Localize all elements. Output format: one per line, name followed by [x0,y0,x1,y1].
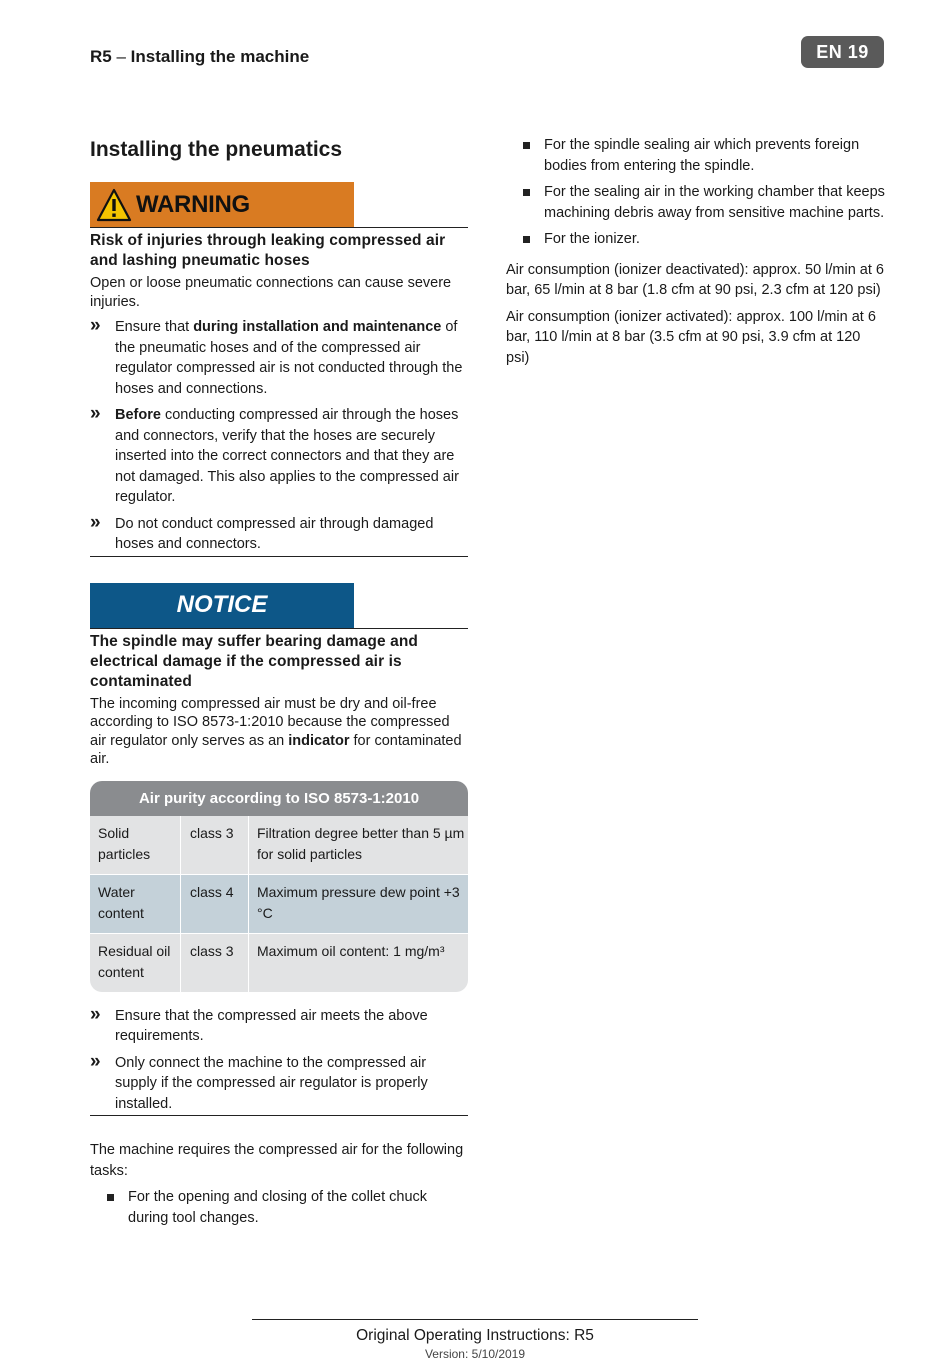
table-row [90,933,468,992]
instruction-text: of the pneumatic hoses and of the compressed air regulator compressed air is not conducted through the hoses and connections. [115,319,463,397]
table-cell-class: class 4 [180,875,248,933]
task-text: For the spindle sealing air which prevents foreign bodies from entering the spindle. [544,137,860,174]
warning-bottom-rule [90,556,468,557]
instruction-emphasis: Before [115,407,161,423]
warning-hazard-title: Risk of injuries through leaking compressed air and lashing pneumatic hoses [90,232,446,269]
task-list-item [506,135,886,176]
table-cell-parameter: Solid particles [98,824,151,862]
double-chevron-right-icon: » [90,315,101,336]
notice-banner [90,583,354,628]
double-chevron-right-icon: » [90,511,101,533]
warning-top-rule [90,227,468,228]
notice-box [90,583,468,1117]
instruction-text: Do not conduct compressed air through damaged hoses and connectors. [115,515,434,552]
warning-hazard-text: Open or loose pneumatic connections can cause severe injuries. [90,275,452,310]
footer-version: Version: 5/10/2019 [424,1347,526,1361]
task-list-item [506,229,886,250]
warning-label: WARNING [136,190,250,218]
notice-hazard-title: The spindle may suffer bearing damage and electrical damage if the compressed air is contaminated [90,632,418,690]
table-header: Air purity according to ISO 8573-1:2010 [90,781,468,816]
running-head-separator: – [116,47,126,66]
left-column [90,138,468,1234]
notice-instruction [90,1003,468,1047]
right-column [506,135,886,374]
table-row [90,874,468,933]
table-cell-requirement: Maximum oil content: 1 mg/m³ [248,934,468,992]
warning-box [90,182,468,557]
square-bullet-icon [506,135,544,176]
double-chevron-right-icon: » [90,403,101,424]
task-list-item [506,182,886,223]
table-cell-parameter: Residual oil content [98,942,171,980]
table-cell-class: class 3 [180,816,248,874]
instruction-text: Ensure that [115,319,194,335]
table-cell-class: class 3 [180,934,248,992]
notice-top-rule [90,628,468,629]
notice-bottom-rule [90,1115,468,1116]
running-head-title: Installing the machine [130,47,310,66]
notice-hazard-text [90,695,468,769]
warning-banner [90,182,354,227]
warning-triangle-icon [96,188,132,222]
notice-label: NOTICE [176,591,268,618]
square-bullet-icon [90,1187,128,1228]
table-cell-requirement: Maximum pressure dew point +3 °C [248,875,468,933]
footer-title: Original Operating Instructions: R5 [356,1327,594,1344]
warning-instruction [90,405,468,508]
footer-rule [252,1319,698,1320]
notice-instruction [90,1050,468,1115]
instruction-text: Only connect the machine to the compressed air supply if the compressed air regulator is properly installed. [115,1054,428,1112]
instruction-text: conducting compressed air through the hoses and connectors, verify that the hoses are securely inserted into the correct connectors and that they are not damaged. This also applies to the compressed air regulator. [115,407,459,505]
instruction-text: Ensure that the compressed air meets the above requirements. [115,1007,428,1044]
instruction-emphasis: during installation and maintenance [193,319,442,335]
table-cell-parameter: Water content [98,883,144,921]
warning-instruction [90,511,468,555]
notice-text: The incoming compressed air must be dry and oil-free according to ISO 8573-1:2010 because the compressed air regulator only serves as an [90,695,450,749]
square-bullet-icon [506,229,544,250]
running-head-product: R5 [90,47,112,66]
warning-instruction [90,317,468,399]
double-chevron-right-icon: » [90,1050,101,1072]
task-text: For the opening and closing of the collet chuck during tool changes. [128,1189,428,1226]
air-purity-table [90,781,468,992]
air-consumption-deactivated: Air consumption (ionizer deactivated): approx. 50 l/min at 6 bar, 65 l/min at 8 bar (1.8 cfm at 90 psi, 2.3 cfm at 120 psi) [506,261,884,298]
running-head [90,47,309,67]
double-chevron-right-icon: » [90,1003,101,1025]
table-cell-requirement: Filtration degree better than 5 µm for solid particles [248,816,468,874]
notice-text: for contaminated air. [90,732,462,767]
section-title: Installing the pneumatics [90,138,343,161]
task-list-item [90,1187,468,1228]
page-number-badge: EN 19 [801,36,884,68]
tasks-intro: The machine requires the compressed air for the following tasks: [90,1142,464,1179]
table-row [90,816,468,874]
air-consumption-activated: Air consumption (ionizer activated): approx. 100 l/min at 6 bar, 110 l/min at 8 bar (3.5 cfm at 90 psi, 3.9 cfm at 120 psi) [506,308,876,366]
square-bullet-icon [506,182,544,223]
task-text: For the ionizer. [544,231,640,247]
notice-emphasis: indicator [288,732,350,749]
task-text: For the sealing air in the working chamber that keeps machining debris away from sensitive machine parts. [544,184,885,221]
